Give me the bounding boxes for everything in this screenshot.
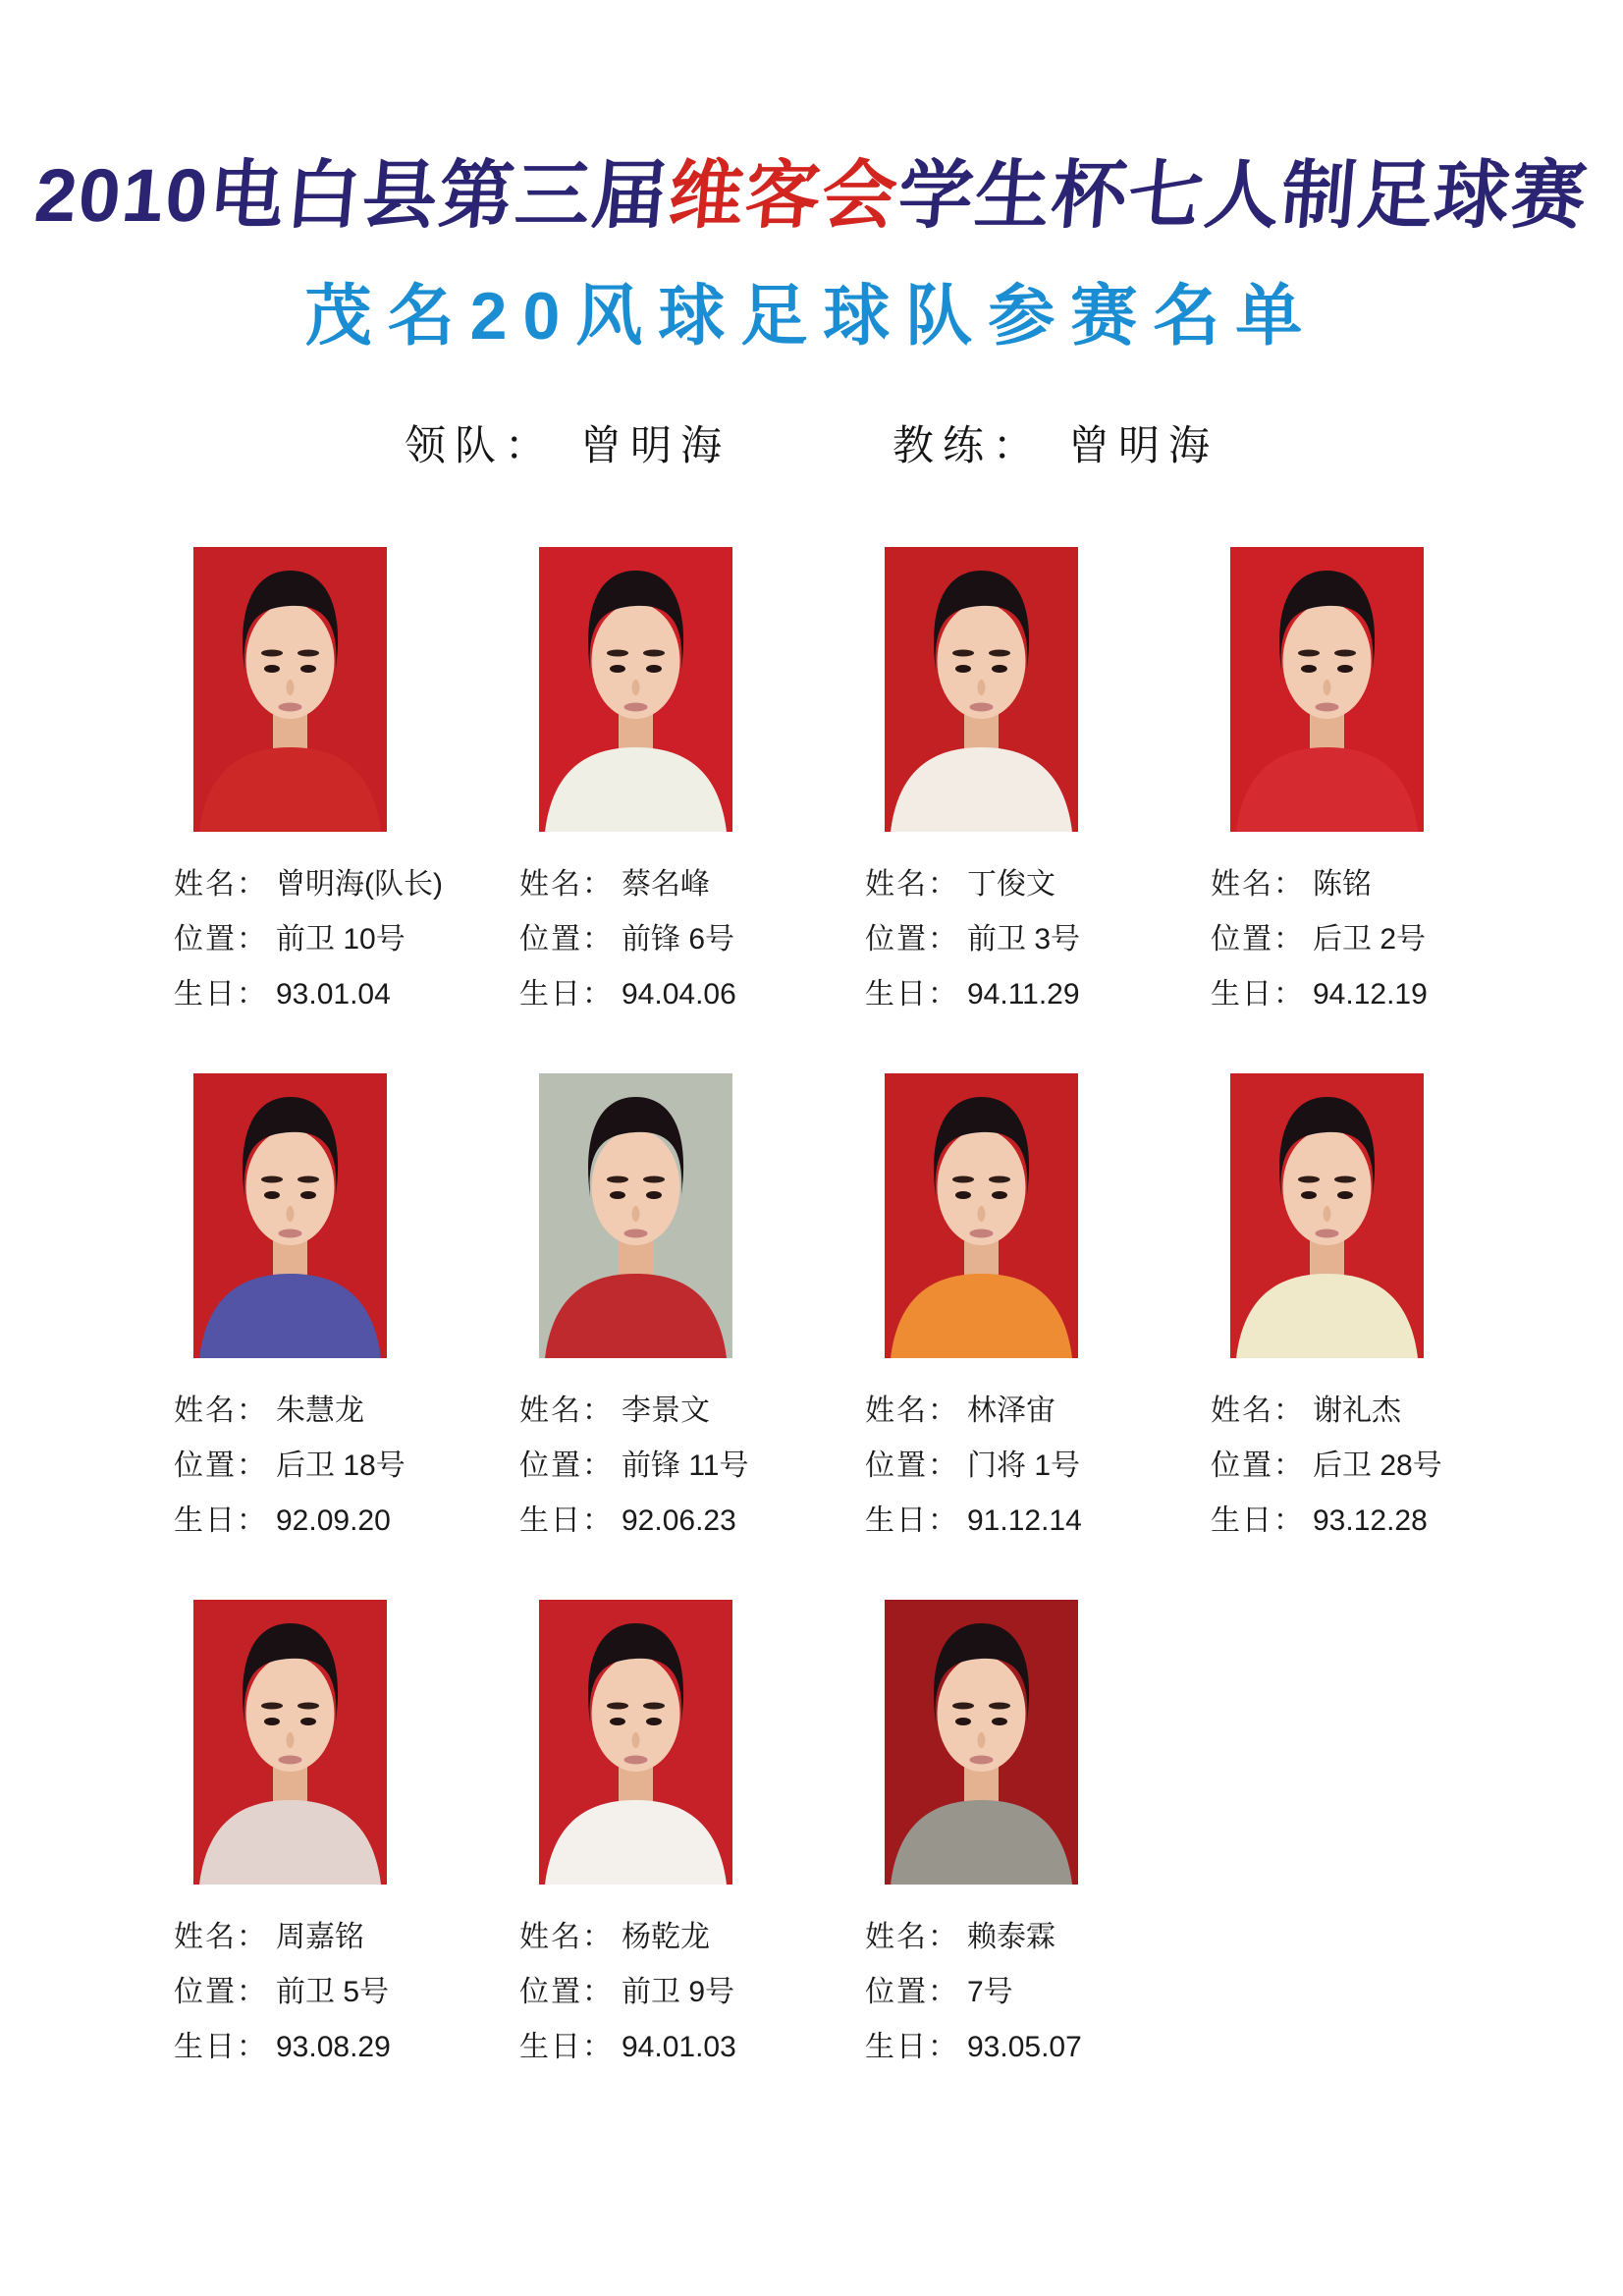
player-name-line — [865, 1384, 1191, 1439]
player-birthday-line — [519, 2020, 845, 2075]
photo-nose — [978, 1732, 986, 1748]
photo-right-brow — [643, 650, 665, 657]
photo-face — [246, 603, 335, 719]
player-photo — [885, 1073, 1078, 1358]
player-card — [174, 547, 500, 1022]
photo-right-eye — [646, 1191, 662, 1199]
photo-right-brow — [298, 1703, 319, 1710]
title-part-1: 2010电白县第三届 — [31, 154, 673, 238]
player-photo — [1230, 1073, 1424, 1358]
player-name: 朱慧龙 — [276, 1394, 364, 1428]
player-position-line — [519, 1965, 845, 2020]
player-name-line — [519, 1384, 845, 1439]
player-info — [174, 1910, 500, 2075]
player-name: 丁俊文 — [967, 868, 1055, 902]
title-part-3: 学生杯七人制足球赛 — [894, 154, 1592, 238]
birthday-label: 生日： — [865, 1504, 959, 1538]
player-name: 谢礼杰 — [1313, 1394, 1401, 1428]
name-label: 姓名： — [174, 1921, 268, 1954]
player-name: 周嘉铭 — [276, 1921, 364, 1954]
position-label: 位置： — [1211, 923, 1305, 957]
player-card — [1211, 547, 1537, 1022]
player-name-line — [865, 1910, 1191, 1965]
photo-left-brow — [952, 650, 974, 657]
player-position-line — [1211, 912, 1537, 967]
player-photo — [539, 1600, 732, 1885]
team-coach — [893, 413, 1218, 472]
photo-left-eye — [610, 1191, 625, 1199]
birthday-label: 生日： — [865, 978, 959, 1011]
photo-right-brow — [298, 1176, 319, 1183]
birthday-label: 生日： — [1211, 978, 1305, 1011]
player-info — [865, 1384, 1191, 1549]
photo-left-brow — [952, 1703, 974, 1710]
coach-label: 教练： — [893, 422, 1044, 469]
photo-face — [1283, 603, 1372, 719]
page-title — [0, 155, 1623, 238]
photo-left-brow — [607, 1176, 628, 1183]
player-card — [865, 547, 1191, 1022]
team-leader — [405, 413, 730, 472]
staff-line — [0, 413, 1623, 472]
photo-left-eye — [264, 1718, 280, 1725]
photo-left-brow — [261, 650, 283, 657]
photo-right-brow — [1334, 650, 1356, 657]
birthday-label: 生日： — [174, 1504, 268, 1538]
player-position: 前锋 11号 — [622, 1449, 749, 1483]
player-position-line — [519, 912, 845, 967]
player-birthday-line — [865, 2020, 1191, 2075]
position-label: 位置： — [174, 1976, 268, 2009]
photo-right-brow — [1334, 1176, 1356, 1183]
player-birthday-line — [174, 967, 500, 1022]
photo-mouth — [279, 1756, 302, 1765]
name-label: 姓名： — [865, 1921, 959, 1954]
photo-left-eye — [610, 1718, 625, 1725]
photo-face — [592, 603, 680, 719]
photo-nose — [978, 680, 986, 695]
photo-face — [246, 1656, 335, 1772]
player-name: 赖泰霖 — [967, 1921, 1055, 1954]
player-card — [519, 1600, 845, 2075]
player-position-line — [174, 1965, 500, 2020]
position-label: 位置： — [865, 1449, 959, 1483]
player-position-line — [174, 912, 500, 967]
player-name: 曾明海(队长) — [276, 868, 443, 902]
photo-right-brow — [989, 1703, 1010, 1710]
photo-left-eye — [955, 1191, 971, 1199]
player-photo — [885, 547, 1078, 832]
photo-left-brow — [607, 1703, 628, 1710]
player-photo — [193, 547, 387, 832]
photo-mouth — [970, 1756, 994, 1765]
player-birthday-line — [174, 2020, 500, 2075]
player-name-line — [174, 1384, 500, 1439]
player-info — [1211, 1384, 1537, 1549]
birthday-label: 生日： — [519, 2031, 614, 2064]
player-birthday: 91.12.14 — [967, 1504, 1082, 1538]
photo-left-brow — [261, 1176, 283, 1183]
player-position: 后卫 2号 — [1313, 923, 1427, 957]
player-photo — [885, 1600, 1078, 1885]
player-name-line — [865, 857, 1191, 912]
photo-mouth — [624, 1230, 648, 1238]
player-card — [519, 1073, 845, 1549]
photo-mouth — [624, 1756, 648, 1765]
photo-mouth — [279, 1230, 302, 1238]
player-name-line — [174, 1910, 500, 1965]
position-label: 位置： — [174, 923, 268, 957]
photo-face — [938, 1129, 1026, 1245]
player-position-line — [519, 1439, 845, 1494]
player-position-line — [174, 1439, 500, 1494]
player-position: 前卫 3号 — [967, 923, 1081, 957]
photo-left-eye — [955, 1718, 971, 1725]
photo-right-brow — [989, 650, 1010, 657]
player-position-line — [865, 1965, 1191, 2020]
photo-right-eye — [646, 665, 662, 673]
photo-nose — [632, 680, 640, 695]
player-position-line — [1211, 1439, 1537, 1494]
photo-right-brow — [643, 1703, 665, 1710]
player-card — [865, 1073, 1191, 1549]
photo-right-brow — [989, 1176, 1010, 1183]
birthday-label: 生日： — [519, 978, 614, 1011]
name-label: 姓名： — [519, 1394, 614, 1428]
position-label: 位置： — [519, 923, 614, 957]
photo-mouth — [970, 1230, 994, 1238]
birthday-label: 生日： — [174, 2031, 268, 2064]
player-birthday-line — [865, 967, 1191, 1022]
photo-right-eye — [992, 1191, 1007, 1199]
name-label: 姓名： — [174, 1394, 268, 1428]
player-photo — [193, 1073, 387, 1358]
photo-right-eye — [300, 1191, 316, 1199]
photo-nose — [632, 1732, 640, 1748]
player-card — [174, 1600, 500, 2075]
player-birthday: 93.05.07 — [967, 2031, 1082, 2064]
player-birthday: 92.06.23 — [622, 1504, 736, 1538]
photo-left-brow — [261, 1703, 283, 1710]
name-label: 姓名： — [174, 868, 268, 902]
player-info — [865, 857, 1191, 1022]
photo-nose — [287, 1732, 295, 1748]
photo-face — [938, 1656, 1026, 1772]
photo-right-eye — [992, 1718, 1007, 1725]
player-position: 前卫 9号 — [622, 1976, 735, 2009]
player-photo — [193, 1600, 387, 1885]
player-card — [865, 1600, 1191, 2075]
name-label: 姓名： — [865, 1394, 959, 1428]
photo-right-eye — [300, 665, 316, 673]
player-photo — [539, 547, 732, 832]
photo-left-brow — [1298, 1176, 1320, 1183]
player-position: 门将 1号 — [967, 1449, 1081, 1483]
player-birthday-line — [1211, 1494, 1537, 1549]
player-birthday: 93.08.29 — [276, 2031, 391, 2064]
photo-left-eye — [264, 665, 280, 673]
name-label: 姓名： — [865, 868, 959, 902]
photo-left-brow — [952, 1176, 974, 1183]
photo-mouth — [1316, 1230, 1339, 1238]
player-position: 前锋 6号 — [622, 923, 735, 957]
player-info — [519, 1910, 845, 2075]
photo-left-eye — [1301, 665, 1317, 673]
name-label: 姓名： — [519, 1921, 614, 1954]
player-birthday: 93.12.28 — [1313, 1504, 1428, 1538]
player-birthday: 94.01.03 — [622, 2031, 736, 2064]
player-card — [519, 547, 845, 1022]
player-name: 杨乾龙 — [622, 1921, 710, 1954]
player-info — [865, 1910, 1191, 2075]
player-birthday-line — [1211, 967, 1537, 1022]
position-label: 位置： — [174, 1449, 268, 1483]
photo-right-eye — [300, 1718, 316, 1725]
photo-face — [592, 1656, 680, 1772]
player-info — [519, 1384, 845, 1549]
photo-right-eye — [1337, 1191, 1353, 1199]
photo-nose — [1324, 680, 1331, 695]
photo-face — [592, 1129, 680, 1245]
photo-left-brow — [1298, 650, 1320, 657]
player-position: 后卫 28号 — [1313, 1449, 1442, 1483]
photo-mouth — [624, 703, 648, 712]
player-name: 李景文 — [622, 1394, 710, 1428]
player-name: 陈铭 — [1313, 868, 1372, 902]
player-name-line — [1211, 1384, 1537, 1439]
player-birthday: 94.11.29 — [967, 978, 1080, 1011]
players-grid — [0, 547, 1623, 2075]
photo-right-brow — [298, 650, 319, 657]
player-photo — [1230, 547, 1424, 832]
photo-face — [1283, 1129, 1372, 1245]
player-birthday: 92.09.20 — [276, 1504, 391, 1538]
photo-nose — [632, 1206, 640, 1222]
player-position: 前卫 5号 — [276, 1976, 390, 2009]
birthday-label: 生日： — [519, 1504, 614, 1538]
position-label: 位置： — [519, 1449, 614, 1483]
name-label: 姓名： — [1211, 868, 1305, 902]
position-label: 位置： — [865, 923, 959, 957]
position-label: 位置： — [865, 1976, 959, 2009]
photo-nose — [978, 1206, 986, 1222]
player-name-line — [519, 857, 845, 912]
leader-name: 曾明海 — [579, 422, 730, 469]
photo-face — [938, 603, 1026, 719]
position-label: 位置： — [519, 1976, 614, 2009]
player-info — [174, 857, 500, 1022]
photo-face — [246, 1129, 335, 1245]
player-birthday-line — [519, 967, 845, 1022]
player-photo — [539, 1073, 732, 1358]
photo-mouth — [279, 703, 302, 712]
player-position-line — [865, 912, 1191, 967]
player-info — [1211, 857, 1537, 1022]
photo-right-eye — [1337, 665, 1353, 673]
player-position: 前卫 10号 — [276, 923, 406, 957]
coach-name: 曾明海 — [1068, 422, 1219, 469]
player-position-line — [865, 1439, 1191, 1494]
photo-right-brow — [643, 1176, 665, 1183]
photo-left-eye — [610, 665, 625, 673]
player-position: 7号 — [967, 1976, 1013, 2009]
player-birthday: 93.01.04 — [276, 978, 391, 1011]
player-birthday: 94.04.06 — [622, 978, 736, 1011]
birthday-label: 生日： — [174, 978, 268, 1011]
photo-right-eye — [992, 665, 1007, 673]
player-birthday-line — [865, 1494, 1191, 1549]
player-name-line — [174, 857, 500, 912]
birthday-label: 生日： — [865, 2031, 959, 2064]
photo-nose — [1324, 1206, 1331, 1222]
player-info — [174, 1384, 500, 1549]
photo-left-eye — [1301, 1191, 1317, 1199]
name-label: 姓名： — [519, 868, 614, 902]
player-info — [519, 857, 845, 1022]
player-birthday: 94.12.19 — [1313, 978, 1428, 1011]
player-card — [1211, 1073, 1537, 1549]
photo-nose — [287, 1206, 295, 1222]
player-name-line — [1211, 857, 1537, 912]
birthday-label: 生日： — [1211, 1504, 1305, 1538]
leader-label: 领队： — [404, 422, 555, 469]
title-part-2-highlight: 维客会 — [665, 154, 902, 238]
photo-mouth — [1316, 703, 1339, 712]
name-label: 姓名： — [1211, 1394, 1305, 1428]
player-name-line — [519, 1910, 845, 1965]
player-birthday-line — [174, 1494, 500, 1549]
player-birthday-line — [519, 1494, 845, 1549]
position-label: 位置： — [1211, 1449, 1305, 1483]
photo-nose — [287, 680, 295, 695]
team-subtitle: 茂名20风球足球队参赛名单 — [304, 278, 1319, 354]
player-position: 后卫 18号 — [276, 1449, 406, 1483]
player-name: 林泽宙 — [967, 1394, 1055, 1428]
photo-left-brow — [607, 650, 628, 657]
player-card — [174, 1073, 500, 1549]
photo-mouth — [970, 703, 994, 712]
photo-left-eye — [955, 665, 971, 673]
photo-right-eye — [646, 1718, 662, 1725]
player-name: 蔡名峰 — [622, 868, 710, 902]
photo-left-eye — [264, 1191, 280, 1199]
